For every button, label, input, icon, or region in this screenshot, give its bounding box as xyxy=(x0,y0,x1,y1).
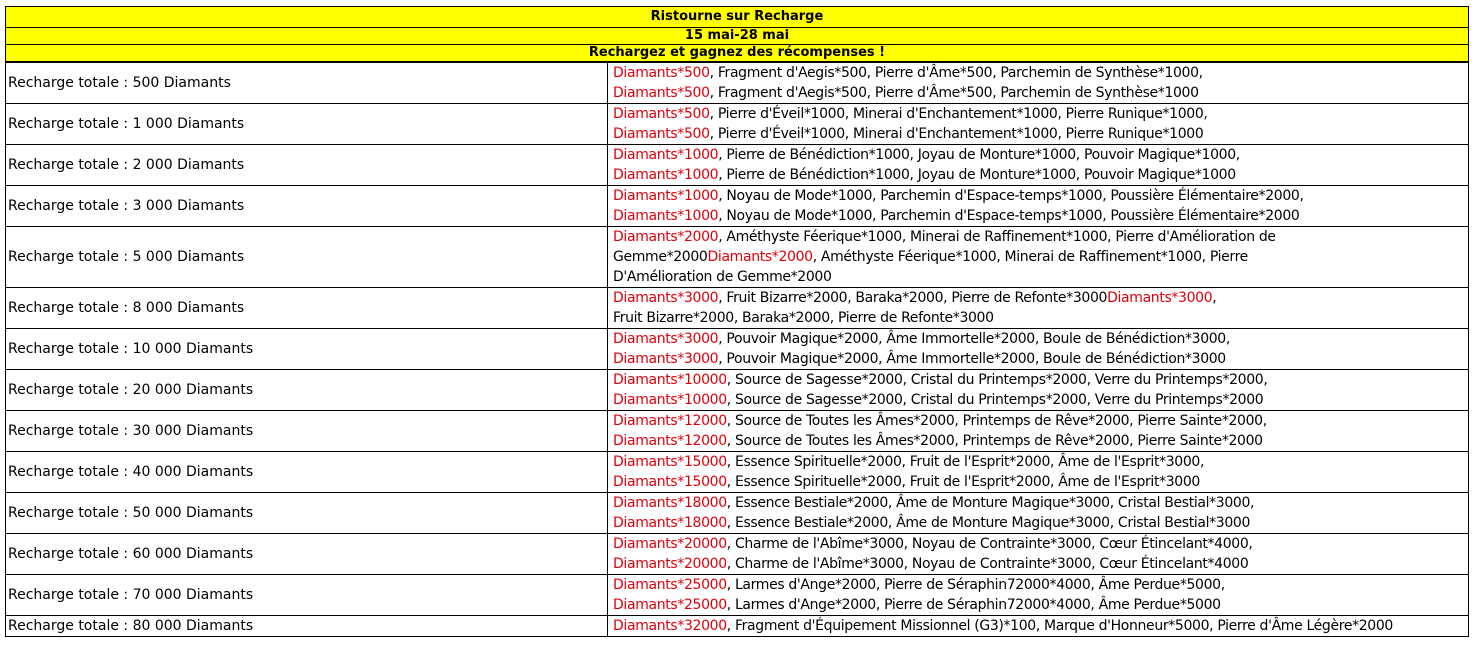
reward-list xyxy=(608,186,1469,227)
reward-row xyxy=(6,145,1469,186)
reward-list xyxy=(608,493,1469,534)
recharge-tier-label: Recharge totale : 3 000 Diamants xyxy=(6,186,608,227)
item-rewards: , Pouvoir Magique*2000, Âme Immortelle*2000, Boule de Bénédiction*3000 xyxy=(718,351,1226,367)
reward-row xyxy=(6,411,1469,452)
reward-line xyxy=(613,472,1468,492)
reward-line xyxy=(613,145,1468,165)
item-rewards: , Pouvoir Magique*2000, Âme Immortelle*2000, Boule de Bénédiction*3000, xyxy=(718,331,1230,347)
item-rewards: , Charme de l'Abîme*3000, Noyau de Contrainte*3000, Cœur Étincelant*4000, xyxy=(726,536,1253,552)
item-rewards: , Larmes d'Ange*2000, Pierre de Séraphin72000*4000, Âme Perdue*5000, xyxy=(726,577,1225,593)
reward-line xyxy=(613,493,1468,513)
diamond-reward: Diamants*32000 xyxy=(613,618,727,634)
reward-row xyxy=(6,534,1469,575)
reward-line xyxy=(613,83,1468,103)
diamond-reward: Diamants*3000 xyxy=(613,351,719,367)
diamond-reward: Diamants*3000 xyxy=(1107,290,1213,306)
recharge-tier-label: Recharge totale : 30 000 Diamants xyxy=(6,411,608,452)
recharge-tier-label: Recharge totale : 70 000 Diamants xyxy=(6,575,608,616)
diamond-reward: Diamants*500 xyxy=(613,85,710,101)
recharge-tier-label: Recharge totale : 500 Diamants xyxy=(6,63,608,104)
reward-row xyxy=(6,186,1469,227)
diamond-reward: Diamants*1000 xyxy=(613,188,719,204)
reward-line xyxy=(613,575,1468,595)
reward-row xyxy=(6,227,1469,288)
reward-line xyxy=(613,329,1468,349)
reward-sheet xyxy=(5,6,1469,637)
item-rewards: , Source de Toutes les Âmes*2000, Printemps de Rêve*2000, Pierre Sainte*2000 xyxy=(726,433,1263,449)
diamond-reward: Diamants*10000 xyxy=(613,372,727,388)
item-rewards: , Améthyste Féerique*1000, Minerai de Raffinement*1000, Pierre d'Amélioration de xyxy=(718,229,1276,245)
diamond-reward: Diamants*2000 xyxy=(707,249,813,265)
reward-row xyxy=(6,288,1469,329)
item-rewards: , Source de Sagesse*2000, Cristal du Printemps*2000, Verre du Printemps*2000 xyxy=(726,392,1264,408)
diamond-reward: Diamants*12000 xyxy=(613,433,727,449)
reward-line xyxy=(613,431,1468,451)
item-rewards: , Noyau de Mode*1000, Parchemin d'Espace-temps*1000, Poussière Élémentaire*2000 xyxy=(718,208,1300,224)
item-rewards: , Source de Sagesse*2000, Cristal du Printemps*2000, Verre du Printemps*2000, xyxy=(726,372,1268,388)
diamond-reward: Diamants*20000 xyxy=(613,536,727,552)
diamond-reward: Diamants*15000 xyxy=(613,454,727,470)
reward-line xyxy=(613,370,1468,390)
item-rewards: , Pierre d'Éveil*1000, Minerai d'Enchantement*1000, Pierre Runique*1000 xyxy=(709,126,1204,142)
item-rewards: Fruit Bizarre*2000, Baraka*2000, Pierre de Refonte*3000 xyxy=(613,310,994,326)
item-rewards: , Essence Spirituelle*2000, Fruit de l'Esprit*2000, Âme de l'Esprit*3000 xyxy=(726,474,1200,490)
diamond-reward: Diamants*1000 xyxy=(613,208,719,224)
reward-list xyxy=(608,370,1469,411)
reward-line xyxy=(613,513,1468,533)
diamond-reward: Diamants*3000 xyxy=(613,290,719,306)
reward-row xyxy=(6,63,1469,104)
item-rewards: , Source de Toutes les Âmes*2000, Printemps de Rêve*2000, Pierre Sainte*2000, xyxy=(726,413,1267,429)
recharge-tier-label: Recharge totale : 80 000 Diamants xyxy=(6,616,608,637)
reward-line xyxy=(613,554,1468,574)
reward-line xyxy=(613,104,1468,124)
reward-list xyxy=(608,288,1469,329)
diamond-reward: Diamants*1000 xyxy=(613,167,719,183)
diamond-reward: Diamants*25000 xyxy=(613,577,727,593)
recharge-tier-label: Recharge totale : 50 000 Diamants xyxy=(6,493,608,534)
item-rewards: , Fragment d'Aegis*500, Pierre d'Âme*500, Parchemin de Synthèse*1000 xyxy=(709,85,1199,101)
recharge-tier-label: Recharge totale : 10 000 Diamants xyxy=(6,329,608,370)
diamond-reward: Diamants*3000 xyxy=(613,331,719,347)
diamond-reward: Diamants*25000 xyxy=(613,597,727,613)
item-rewards: , Larmes d'Ange*2000, Pierre de Séraphin72000*4000, Âme Perdue*5000 xyxy=(726,597,1221,613)
reward-list xyxy=(608,145,1469,186)
item-rewards: , Charme de l'Abîme*3000, Noyau de Contrainte*3000, Cœur Étincelant*4000 xyxy=(726,556,1249,572)
reward-line xyxy=(613,534,1468,554)
reward-line xyxy=(613,308,1468,328)
item-rewards: , Fragment d'Aegis*500, Pierre d'Âme*500, Parchemin de Synthèse*1000, xyxy=(709,65,1203,81)
item-rewards: , Essence Bestiale*2000, Âme de Monture Magique*3000, Cristal Bestial*3000, xyxy=(726,495,1255,511)
recharge-tier-label: Recharge totale : 2 000 Diamants xyxy=(6,145,608,186)
item-rewards: , Pierre de Bénédiction*1000, Joyau de Monture*1000, Pouvoir Magique*1000, xyxy=(718,147,1240,163)
reward-list xyxy=(608,452,1469,493)
item-rewards: , Fragment d'Équipement Missionnel (G3)*100, Marque d'Honneur*5000, Pierre d'Âme Légère*2000 xyxy=(726,618,1393,634)
reward-line xyxy=(613,411,1468,431)
event-dates: 15 mai-28 mai xyxy=(5,28,1469,45)
reward-list xyxy=(608,411,1469,452)
diamond-reward: Diamants*500 xyxy=(613,106,710,122)
item-rewards: D'Amélioration de Gemme*2000 xyxy=(613,269,832,285)
reward-line xyxy=(613,206,1468,226)
sheet-title: Ristourne sur Recharge xyxy=(5,6,1469,28)
diamond-reward: Diamants*1000 xyxy=(613,147,719,163)
item-rewards: , Essence Spirituelle*2000, Fruit de l'Esprit*2000, Âme de l'Esprit*3000, xyxy=(726,454,1205,470)
reward-list xyxy=(608,104,1469,145)
reward-row xyxy=(6,575,1469,616)
reward-line xyxy=(613,452,1468,472)
reward-line xyxy=(613,288,1468,308)
recharge-tier-label: Recharge totale : 1 000 Diamants xyxy=(6,104,608,145)
reward-list xyxy=(608,227,1469,288)
item-rewards: , Améthyste Féerique*1000, Minerai de Raffinement*1000, Pierre xyxy=(812,249,1248,265)
diamond-reward: Diamants*18000 xyxy=(613,515,727,531)
diamond-reward: Diamants*12000 xyxy=(613,413,727,429)
reward-row xyxy=(6,370,1469,411)
reward-row xyxy=(6,329,1469,370)
diamond-reward: Diamants*20000 xyxy=(613,556,727,572)
reward-row xyxy=(6,616,1469,637)
recharge-tier-label: Recharge totale : 40 000 Diamants xyxy=(6,452,608,493)
item-rewards: , Pierre de Bénédiction*1000, Joyau de Monture*1000, Pouvoir Magique*1000 xyxy=(718,167,1236,183)
reward-list xyxy=(608,63,1469,104)
reward-line xyxy=(613,595,1468,615)
reward-row xyxy=(6,452,1469,493)
reward-line xyxy=(613,165,1468,185)
reward-row xyxy=(6,493,1469,534)
item-rewards: , Noyau de Mode*1000, Parchemin d'Espace-temps*1000, Poussière Élémentaire*2000, xyxy=(718,188,1304,204)
diamond-reward: Diamants*500 xyxy=(613,126,710,142)
sheet-subtitle: Rechargez et gagnez des récompenses ! xyxy=(5,45,1469,62)
reward-line xyxy=(613,247,1468,267)
recharge-tier-label: Recharge totale : 20 000 Diamants xyxy=(6,370,608,411)
reward-table xyxy=(5,62,1469,637)
diamond-reward: Diamants*10000 xyxy=(613,392,727,408)
reward-line xyxy=(613,63,1468,83)
reward-list xyxy=(608,616,1469,637)
item-rewards: , Fruit Bizarre*2000, Baraka*2000, Pierre de Refonte*3000 xyxy=(718,290,1108,306)
reward-line xyxy=(613,267,1468,287)
item-rewards: , xyxy=(1212,290,1217,306)
item-rewards: , Essence Bestiale*2000, Âme de Monture Magique*3000, Cristal Bestial*3000 xyxy=(726,515,1251,531)
recharge-tier-label: Recharge totale : 5 000 Diamants xyxy=(6,227,608,288)
reward-line xyxy=(613,349,1468,369)
reward-line xyxy=(613,616,1468,636)
reward-line xyxy=(613,227,1468,247)
reward-line xyxy=(613,124,1468,144)
reward-line xyxy=(613,390,1468,410)
item-rewards: , Pierre d'Éveil*1000, Minerai d'Enchantement*1000, Pierre Runique*1000, xyxy=(709,106,1208,122)
recharge-tier-label: Recharge totale : 60 000 Diamants xyxy=(6,534,608,575)
diamond-reward: Diamants*2000 xyxy=(613,229,719,245)
diamond-reward: Diamants*15000 xyxy=(613,474,727,490)
item-rewards: Gemme*2000 xyxy=(613,249,708,265)
recharge-tier-label: Recharge totale : 8 000 Diamants xyxy=(6,288,608,329)
reward-row xyxy=(6,104,1469,145)
reward-line xyxy=(613,186,1468,206)
reward-list xyxy=(608,534,1469,575)
reward-list xyxy=(608,575,1469,616)
diamond-reward: Diamants*500 xyxy=(613,65,710,81)
diamond-reward: Diamants*18000 xyxy=(613,495,727,511)
reward-list xyxy=(608,329,1469,370)
